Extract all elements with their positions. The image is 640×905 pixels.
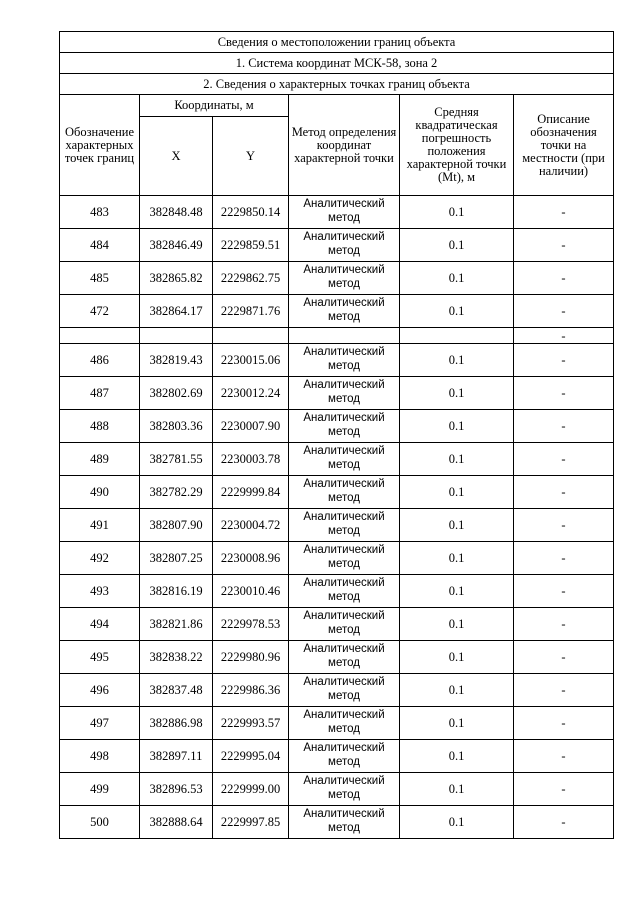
table-row [60,674,614,707]
point-number: 487 [60,377,140,410]
error-value: 0.1 [400,509,514,542]
method-cell: Аналитический метод [289,262,400,295]
error-value: 0.1 [400,707,514,740]
header-point-designation: Обозначение характерных точек границ [60,95,140,196]
method-cell: Аналитический метод [289,674,400,707]
empty-cell [140,328,213,344]
error-value: 0.1 [400,377,514,410]
coordinate-x: 382802.69 [140,377,213,410]
header-y: Y [213,117,289,196]
header-mean-square-error: Средняя квадратическая погрешность положения характерной точки (Mt), м [400,95,514,196]
coordinate-x: 382848.48 [140,196,213,229]
coordinate-x: 382821.86 [140,608,213,641]
section-title: 2. Сведения о характерных точках границ объекта [60,74,614,95]
coordinate-y: 2229978.53 [213,608,289,641]
description-cell: - [514,328,614,344]
point-number: 494 [60,608,140,641]
table-title: Сведения о местоположении границ объекта [60,32,614,53]
table-row [60,443,614,476]
description-cell: - [514,707,614,740]
coordinate-x: 382886.98 [140,707,213,740]
method-cell: Аналитический метод [289,377,400,410]
coordinate-y: 2229995.04 [213,740,289,773]
point-number: 497 [60,707,140,740]
table-row [60,641,614,674]
point-number: 491 [60,509,140,542]
method-cell: Аналитический метод [289,641,400,674]
description-cell: - [514,509,614,542]
point-number: 488 [60,410,140,443]
coordinate-x: 382819.43 [140,344,213,377]
coordinate-y: 2229980.96 [213,641,289,674]
description-cell: - [514,262,614,295]
description-cell: - [514,295,614,328]
description-cell: - [514,740,614,773]
method-cell: Аналитический метод [289,608,400,641]
coordinate-y: 2229871.76 [213,295,289,328]
point-number: 490 [60,476,140,509]
point-number: 484 [60,229,140,262]
coordinate-x: 382865.82 [140,262,213,295]
coordinate-x: 382807.25 [140,542,213,575]
coordinate-x: 382864.17 [140,295,213,328]
coordinate-y: 2230008.96 [213,542,289,575]
error-value: 0.1 [400,575,514,608]
error-value: 0.1 [400,229,514,262]
coordinate-x: 382782.29 [140,476,213,509]
method-cell: Аналитический метод [289,707,400,740]
error-value: 0.1 [400,806,514,839]
description-cell: - [514,410,614,443]
table-row [60,262,614,295]
error-value: 0.1 [400,740,514,773]
coordinate-y: 2229859.51 [213,229,289,262]
coordinate-y: 2230010.46 [213,575,289,608]
header-row [60,95,614,117]
table-row [60,806,614,839]
description-cell: - [514,575,614,608]
empty-cell [400,328,514,344]
table-row [60,608,614,641]
coordinate-x: 382816.19 [140,575,213,608]
point-number: 492 [60,542,140,575]
title-row [60,32,614,53]
description-cell: - [514,443,614,476]
table-row [60,344,614,377]
error-value: 0.1 [400,295,514,328]
coordinate-y: 2229986.36 [213,674,289,707]
coordinate-x: 382781.55 [140,443,213,476]
method-cell: Аналитический метод [289,740,400,773]
coordinate-y: 2229862.75 [213,262,289,295]
error-value: 0.1 [400,542,514,575]
coordinate-x: 382807.90 [140,509,213,542]
point-number: 489 [60,443,140,476]
coordinate-y: 2229993.57 [213,707,289,740]
table-row [60,773,614,806]
point-number: 483 [60,196,140,229]
method-cell: Аналитический метод [289,773,400,806]
description-cell: - [514,196,614,229]
coordinate-y: 2230007.90 [213,410,289,443]
point-number: 485 [60,262,140,295]
method-cell: Аналитический метод [289,806,400,839]
description-cell: - [514,344,614,377]
coordinate-x: 382846.49 [140,229,213,262]
description-cell: - [514,773,614,806]
error-value: 0.1 [400,443,514,476]
method-cell: Аналитический метод [289,509,400,542]
empty-cell [213,328,289,344]
point-number: 498 [60,740,140,773]
method-cell: Аналитический метод [289,344,400,377]
error-value: 0.1 [400,641,514,674]
coordinate-x: 382803.36 [140,410,213,443]
error-value: 0.1 [400,262,514,295]
coordinate-x: 382888.64 [140,806,213,839]
coordinate-y: 2230003.78 [213,443,289,476]
description-cell: - [514,641,614,674]
coordinate-y: 2230004.72 [213,509,289,542]
table-row [60,196,614,229]
point-number: 472 [60,295,140,328]
point-number: 500 [60,806,140,839]
error-value: 0.1 [400,476,514,509]
header-coordinates: Координаты, м [140,95,289,117]
table-row [60,229,614,262]
error-value: 0.1 [400,196,514,229]
header-method: Метод определения координат характерной точки [289,95,400,196]
description-cell: - [514,806,614,839]
empty-cell [60,328,140,344]
table-row [60,377,614,410]
table-row [60,575,614,608]
coordinate-x: 382837.48 [140,674,213,707]
coordinate-y: 2229999.00 [213,773,289,806]
description-cell: - [514,229,614,262]
point-number: 486 [60,344,140,377]
description-cell: - [514,674,614,707]
header-description: Описание обозначения точки на местности (при наличии) [514,95,614,196]
method-cell: Аналитический метод [289,443,400,476]
method-cell: Аналитический метод [289,542,400,575]
boundary-points-table [59,31,614,839]
coordinate-y: 2229999.84 [213,476,289,509]
coordinate-x: 382897.11 [140,740,213,773]
coordinate-y: 2229997.85 [213,806,289,839]
table-row [60,476,614,509]
table-row [60,295,614,328]
coordinate-x: 382896.53 [140,773,213,806]
error-value: 0.1 [400,773,514,806]
empty-separator-row [60,328,614,344]
error-value: 0.1 [400,608,514,641]
coordinate-y: 2229850.14 [213,196,289,229]
method-cell: Аналитический метод [289,295,400,328]
coordinate-system-row [60,53,614,74]
table-row [60,542,614,575]
description-cell: - [514,377,614,410]
coordinate-y: 2230015.06 [213,344,289,377]
error-value: 0.1 [400,344,514,377]
coordinate-system-label: 1. Система координат МСК-58, зона 2 [60,53,614,74]
table-row [60,740,614,773]
point-number: 493 [60,575,140,608]
point-number: 495 [60,641,140,674]
method-cell: Аналитический метод [289,476,400,509]
error-value: 0.1 [400,674,514,707]
empty-cell [289,328,400,344]
method-cell: Аналитический метод [289,196,400,229]
table-row [60,509,614,542]
table-row [60,707,614,740]
method-cell: Аналитический метод [289,229,400,262]
error-value: 0.1 [400,410,514,443]
point-number: 499 [60,773,140,806]
table-row [60,410,614,443]
description-cell: - [514,476,614,509]
method-cell: Аналитический метод [289,410,400,443]
description-cell: - [514,608,614,641]
header-x: X [140,117,213,196]
coordinate-x: 382838.22 [140,641,213,674]
coordinate-y: 2230012.24 [213,377,289,410]
point-number: 496 [60,674,140,707]
section-title-row [60,74,614,95]
method-cell: Аналитический метод [289,575,400,608]
description-cell: - [514,542,614,575]
